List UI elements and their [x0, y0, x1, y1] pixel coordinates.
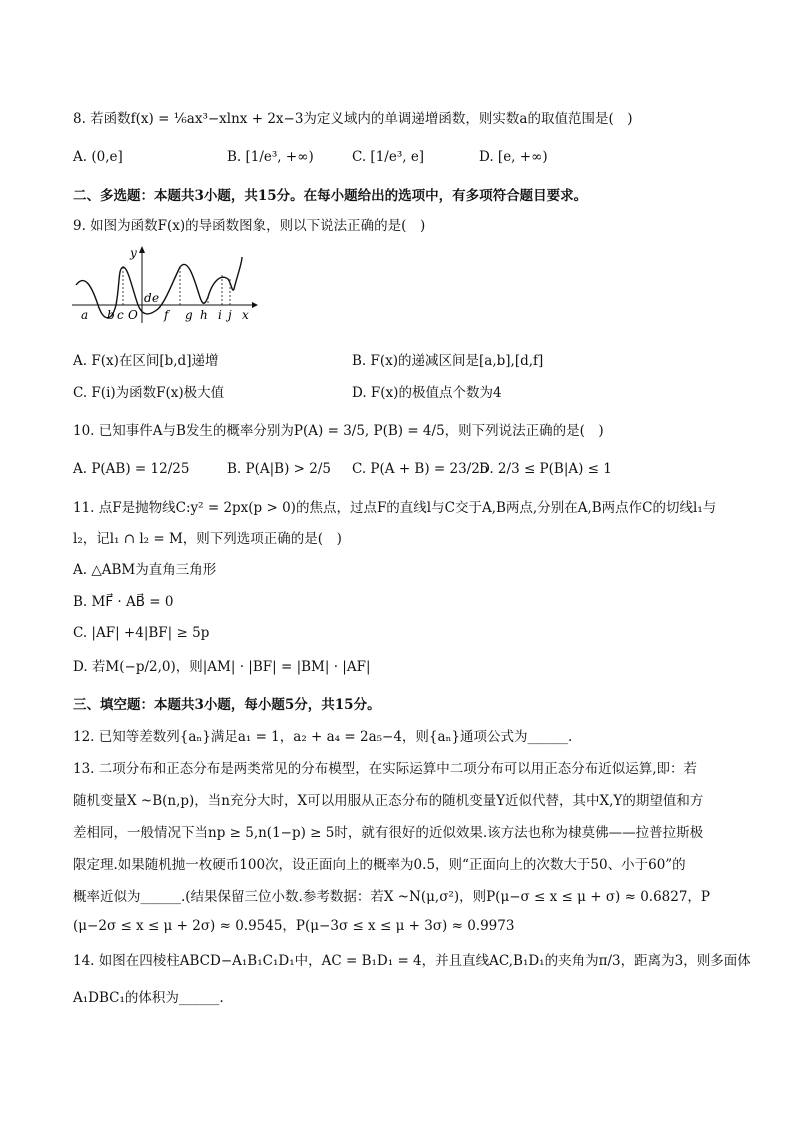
q13-line-3: 差相同，一般情况下当np ≥ 5,n(1−p) ≥ 5时，就有很好的近似效果.该方法也称为棣莫佛——拉普拉斯极: [73, 825, 704, 841]
graph-label-h: h: [200, 308, 208, 322]
q8-option-b: B. [1/e³, +∞): [227, 149, 314, 165]
graph-label-y: y: [130, 246, 137, 260]
q14-line-2: A₁DBC₁的体积为______.: [73, 990, 224, 1006]
q11-option-d: D. 若M(−p/2,0)，则|AM| · |BF| = |BM| · |AF|: [73, 659, 371, 675]
graph-label-d: d: [144, 291, 152, 305]
q11-option-b: B. MF⃗ · AB⃗ = 0: [73, 594, 174, 610]
graph-label-b: b: [107, 308, 115, 322]
graph-label-g: g: [185, 308, 193, 322]
q13-line-5: 概率近似为______.(结果保留三位小数.参考数据：若X ~N(μ,σ²)，则P(μ−σ ≤ x ≤ μ + σ) ≈ 0.6827，P: [73, 889, 711, 905]
q13-line-6: (μ−2σ ≤ x ≤ μ + 2σ) ≈ 0.9545，P(μ−3σ ≤ x ≤ μ + 3σ) ≈ 0.9973: [73, 918, 515, 934]
graph-label-a: a: [81, 308, 89, 322]
q13-line-2: 随机变量X ~B(n,p)，当n充分大时，X可以用服从正态分布的随机变量Y近似代替，其中X,Y的期望值和方: [73, 793, 704, 809]
q14-line-1: 14. 如图在四棱柱ABCD−A₁B₁C₁D₁中，AC = B₁D₁ = 4，并且直线AC,B₁D₁的夹角为π/3，距离为3，则多面体: [73, 953, 751, 969]
q9-option-b: B. F(x)的递减区间是[a,b],[d,f]: [352, 353, 544, 369]
q8-option-d: D. [e, +∞): [479, 149, 548, 165]
q10-option-a: A. P(AB) = 12/25: [73, 461, 190, 477]
q11-option-a: A. △ABM为直角三角形: [73, 562, 217, 578]
q9-stem: 9. 如图为函数F(x)的导函数图象，则以下说法正确的是( ): [73, 218, 426, 234]
graph-label-j: j: [228, 308, 232, 322]
q10-option-b: B. P(A|B) > 2/5: [227, 461, 331, 477]
graph-label-e: e: [152, 291, 160, 305]
q11-stem-line-1: 11. 点F是抛物线C:y² = 2px(p > 0)的焦点，过点F的直线l与C交于A,B两点,分别在A,B两点作C的切线l₁与: [73, 500, 717, 516]
q9-option-c: C. F(i)为函数F(x)极大值: [73, 385, 225, 401]
q8-stem: 8. 若函数f(x) = ⅙ax³−xlnx + 2x−3为定义域内的单调递增函数，则实数a的取值范围是( ): [73, 111, 633, 127]
q13-line-1: 13. 二项分布和正态分布是两类常见的分布模型，在实际运算中二项分布可以用正态分布近似运算,即：若: [73, 761, 698, 777]
graph-label-O: O: [128, 308, 138, 322]
derivative-graph: [70, 243, 270, 325]
q10-option-c: C. P(A + B) = 23/25: [352, 461, 489, 477]
q12-stem: 12. 已知等差数列{aₙ}满足a₁ = 1，a₂ + a₄ = 2a₅−4，则{aₙ}通项公式为______.: [73, 729, 573, 745]
section-2-heading: 二、多选题：本题共3小题，共15分。在每小题给出的选项中，有多项符合题目要求。: [73, 188, 588, 204]
q8-option-a: A. (0,e]: [73, 149, 123, 165]
q13-line-4: 限定理.如果随机抛一枚硬币100次，设正面向上的概率为0.5，则“正面向上的次数大于50、小于60”的: [73, 857, 686, 873]
graph-label-i: i: [218, 308, 222, 322]
graph-label-c: c: [117, 308, 124, 322]
graph-label-x: x: [242, 308, 249, 322]
q10-option-d: D. 2/3 ≤ P(B|A) ≤ 1: [479, 461, 612, 477]
graph-label-f: f: [164, 308, 169, 322]
q11-option-c: C. |AF| +4|BF| ≥ 5p: [73, 625, 210, 641]
q10-stem: 10. 已知事件A与B发生的概率分别为P(A) = 3/5, P(B) = 4/5，则下列说法正确的是( ): [73, 423, 604, 439]
q8-option-c: C. [1/e³, e]: [352, 149, 425, 165]
q9-option-d: D. F(x)的极值点个数为4: [352, 385, 502, 401]
section-3-heading: 三、填空题：本题共3小题，每小题5分，共15分。: [73, 697, 381, 713]
q11-stem-line-2: l₂，记l₁ ∩ l₂ = M，则下列选项正确的是( ): [73, 531, 342, 547]
q9-option-a: A. F(x)在区间[b,d]递增: [73, 353, 219, 369]
